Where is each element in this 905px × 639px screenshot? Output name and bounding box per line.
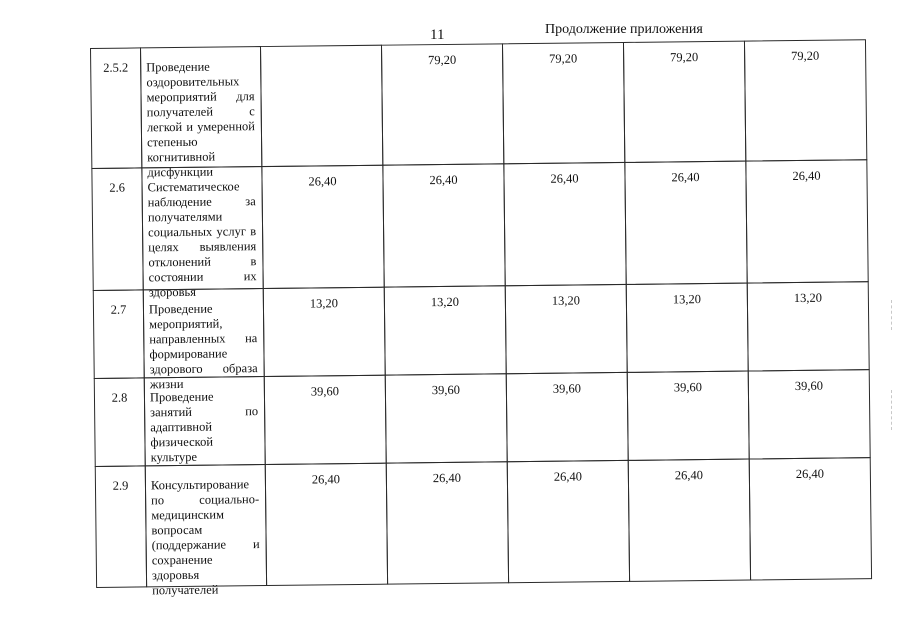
tariff-value: 26,40 (628, 459, 751, 582)
row-number: 2.6 (91, 167, 143, 291)
tariff-value: 39,60 (506, 372, 629, 462)
tariff-value: 13,20 (747, 281, 870, 371)
tariff-value: 79,20 (623, 41, 746, 163)
tariff-value: 13,20 (626, 283, 749, 373)
tariff-value: 26,40 (507, 460, 630, 583)
tariff-value: 39,60 (627, 371, 750, 461)
tariff-value: 26,40 (265, 463, 388, 586)
table-row (94, 369, 870, 467)
tariff-value: 79,20 (381, 43, 504, 165)
page-number: 11 (430, 27, 445, 43)
tariff-value: 26,40 (749, 457, 872, 580)
scan-edge-mark (891, 390, 892, 430)
tariff-value: 39,60 (748, 369, 871, 459)
tariff-value: 13,20 (384, 285, 507, 375)
tariff-value: 26,40 (386, 461, 509, 584)
service-name: Систематическое наблюдение за получателями социальных услуг в целях выявления отклонений в состоянии их здоровья (141, 166, 263, 290)
tariff-value: 13,20 (263, 287, 386, 377)
appendix-table (90, 39, 871, 598)
tariff-value: 79,20 (502, 42, 625, 164)
scan-edge-mark (891, 300, 892, 330)
row-number: 2.7 (93, 289, 145, 379)
page-caption: Продолжение приложения (545, 22, 703, 37)
tariff-value: 26,40 (624, 161, 747, 285)
tariff-value (260, 45, 383, 167)
tariff-value: 79,20 (744, 39, 867, 161)
tariff-value: 26,40 (503, 162, 626, 286)
row-number: 2.8 (94, 377, 146, 467)
tariff-value: 26,40 (745, 159, 868, 283)
tariff-value: 26,40 (261, 165, 384, 289)
tariff-value: 39,60 (264, 375, 387, 465)
service-name: Проведение занятий по адаптивной физической культуре (144, 376, 266, 466)
service-name: Проведение мероприятий, направленных на формирование здорового образа жизни (143, 288, 265, 378)
row-number: 2.9 (95, 465, 147, 588)
service-name: Консультирование по социально-медицинским вопросам (поддержание и сохранение здоровья получателей (145, 464, 267, 587)
tariff-value: 39,60 (385, 373, 508, 463)
service-name: Проведение оздоровительных мероприятий для получателей с легкой и умеренной степенью когнитивной дисфункции (140, 46, 262, 168)
table-row (95, 457, 871, 598)
tariff-value: 26,40 (382, 163, 505, 287)
tariff-value: 13,20 (505, 284, 628, 374)
row-number: 2.5.2 (90, 47, 142, 169)
